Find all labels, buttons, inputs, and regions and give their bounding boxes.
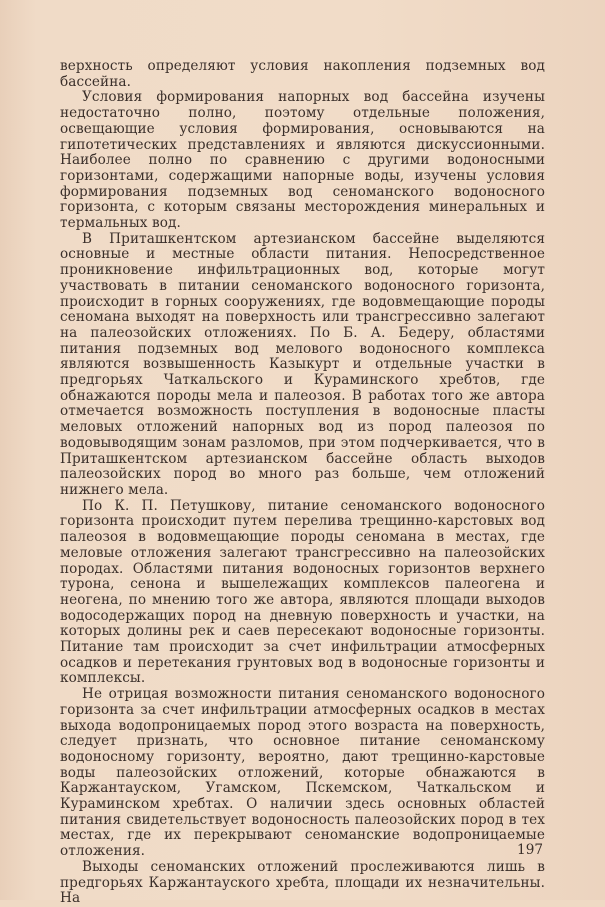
- paragraph-1: верхность определяют условия накопления подземных вод бассейна.: [60, 58, 545, 90]
- paragraph-4: По К. П. Петушкову, питание сеноманского водоносного горизонта происходит путем перелива трещинно-карстовых вод палеозоя в водовмещающие породы сеномана в местах, где меловые отложения залегают трансгрессивно на палеозойских породах. Областями питания водоносных горизонтов верхнего турона, сенона и вышележащих комплексов палеогена и неогена, по мнению того же автора, являются площади выходов водосодержащих пород на дневную поверхность и участки, на которых долины рек и саев пересекают водоносные горизонты. Питание там происходит за счет инфильтрации атмосферных осадков и перетекания грунтовых вод в водоносные горизонты и комплексы.: [60, 497, 545, 687]
- paragraph-2: Условия формирования напорных вод бассейна изучены недостаточно полно, поэтому отдельные положения, освещающие условия формирования, основываются на гипотетических представлениях и являются дискуссионными. Наиболее полно по сравнению с другими водоносными горизонтами, содержащими напорные воды, изучены условия формирования подземных вод сеноманского водоносного горизонта, с которым связаны месторождения минеральных и термальных вод.: [60, 89, 545, 232]
- paragraph-5: Не отрицая возможности питания сеноманского водоносного горизонта за счет инфильтрации атмосферных осадков в местах выхода водопроницаемых пород этого возраста на поверхность, следует признать, что основное питание сеноманскому водоносному горизонту, вероятно, дают трещинно-карстовые воды палеозойских отложений, которые обнажаются в Каржантауском, Угамском, Пскемском, Чаткальском и Кураминском хребтах. О наличии здесь основных областей питания свидетельствует водоносность палеозойских пород в тех местах, где их перекрывают сеноманские водопроницаемые отложения.: [60, 686, 545, 860]
- paragraph-6: Выходы сеноманских отложений прослеживаются лишь в предгорьях Каржантауского хребта, площади их незначительны. На: [60, 858, 545, 907]
- page-number: 197: [517, 842, 543, 858]
- paragraph-3: В Приташкентском артезианском бассейне выделяются основные и местные области питания. Непосредственное проникновение инфильтрационных вод, которые могут участвовать в питании сеноманского водоносного горизонта, происходит в горных сооружениях, где водовмещающие породы сеномана выходят на поверхность или трансгрессивно залегают на палеозойских отложениях. По Б. А. Бедеру, областями питания подземных вод мелового водоносного комплекса являются возвышенность Казыкурт и отдельные участки в предгорьях Чаткальского и Кураминского хребтов, где обнажаются породы мела и палеозоя. В работах того же автора отмечается возможность поступления в водоносные пласты меловых отложений напорных вод из пород палеозоя по водовыводящим зонам разломов, при этом подчеркивается, что в Приташкентском артезианском бассейне область выходов палеозойских пород во много раз больше, чем отложений нижнего мела.: [60, 230, 545, 498]
